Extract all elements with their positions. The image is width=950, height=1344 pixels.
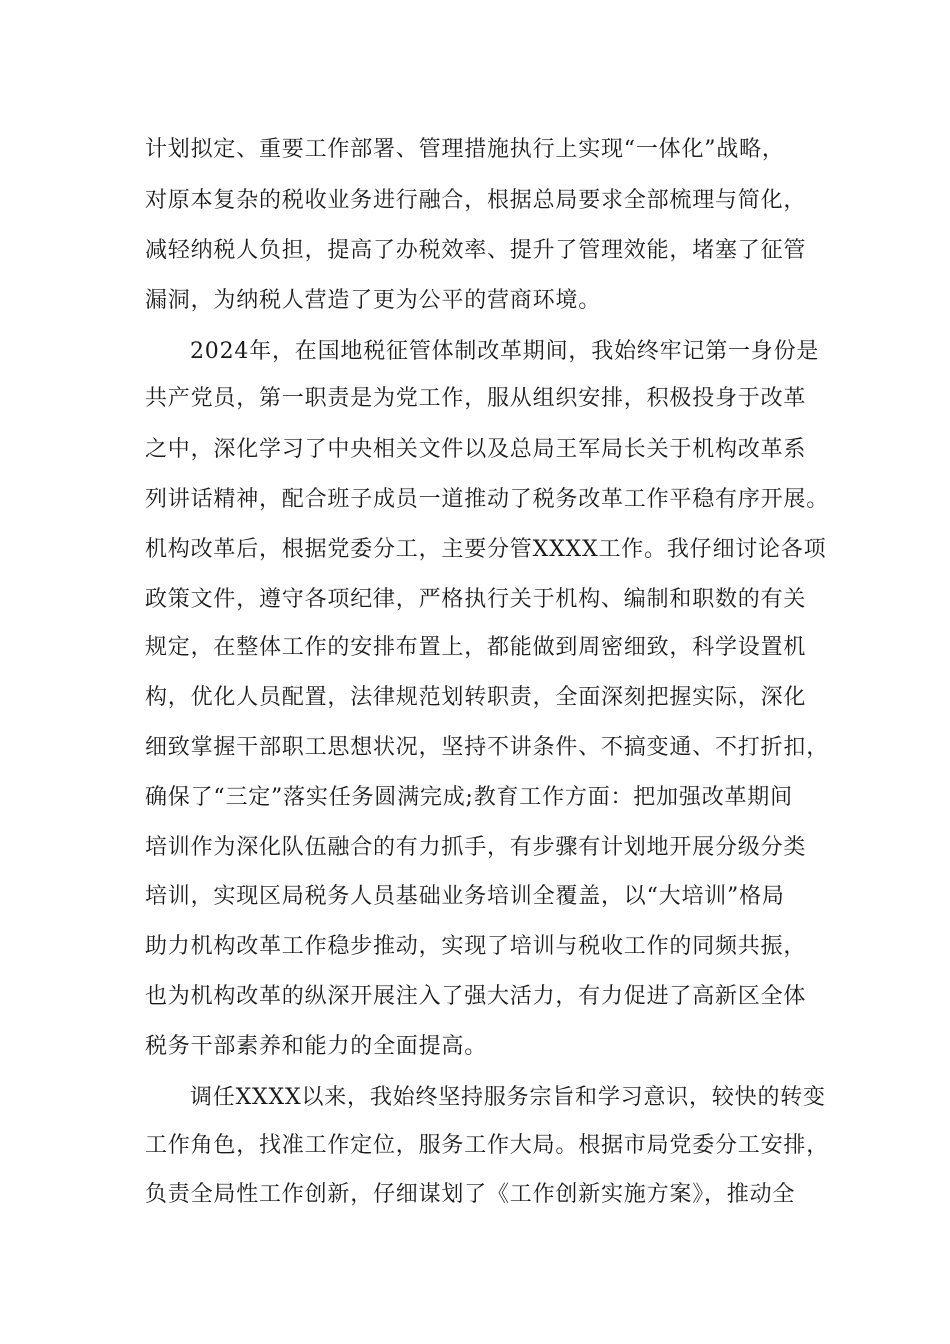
paragraph-line: 计划拟定、重要工作部署、管理措施执行上实现“一体化”战略， xyxy=(145,137,785,162)
paragraph-line: 列讲话精神，配合班子成员一道推动了税务改革工作平稳有序开展。 xyxy=(145,487,830,512)
paragraph-line: 漏洞，为纳税人营造了更为公平的营商环境。 xyxy=(145,288,602,313)
paragraph-line: 调任XXXX以来，我始终坚持服务宗旨和学习意识，较快的转变 xyxy=(190,1085,826,1110)
paragraph-line: 规定，在整体工作的安排布置上，都能做到周密细致，科学设置机 xyxy=(145,635,807,660)
paragraph-line: 工作角色，找准工作定位，服务工作大局。根据市局党委分工安排， xyxy=(145,1133,830,1158)
paragraph-line: 负责全局性工作创新，仔细谋划了《工作创新实施方案》，推动全 xyxy=(145,1182,796,1207)
paragraph-line: 培训作为深化队伍融合的有力抓手，有步骤有计划地开展分级分类 xyxy=(145,835,807,860)
paragraph-line: 政策文件，遵守各项纪律，严格执行关于机构、编制和职数的有关 xyxy=(145,587,807,612)
paragraph-line: 税务干部素养和能力的全面提高。 xyxy=(145,1034,488,1059)
paragraph-line: 也为机构改革的纵深开展注入了强大活力，有力促进了高新区全体 xyxy=(145,984,807,1009)
paragraph-line: 助力机构改革工作稳步推动，实现了培训与税收工作的同频共振， xyxy=(145,934,807,959)
paragraph-line: 确保了“三定”落实任务圆满完成;教育工作方面：把加强改革期间 xyxy=(145,785,793,810)
paragraph-line: 机构改革后，根据党委分工，主要分管XXXX工作。我仔细讨论各项 xyxy=(145,537,827,562)
paragraph-line: 减轻纳税人负担，提高了办税效率、提升了管理效能，堵塞了征管 xyxy=(145,238,807,263)
paragraph-line: 细致掌握干部职工思想状况，坚持不讲条件、不搞变通、不打折扣， xyxy=(145,735,830,760)
paragraph-line: 之中，深化学习了中央相关文件以及总局王军局长关于机构改革系 xyxy=(145,437,807,462)
paragraph-line: 共产党员，第一职责是为党工作，服从组织安排，积极投身于改革 xyxy=(145,386,807,411)
paragraph-line: 构，优化人员配置，法律规范划转职责，全面深刻把握实际，深化 xyxy=(145,685,807,710)
paragraph-line: 对原本复杂的税收业务进行融合，根据总局要求全部梳理与简化， xyxy=(145,188,807,213)
paragraph-line: 培训，实现区局税务人员基础业务培训全覆盖，以“大培训”格局 xyxy=(145,884,785,909)
paragraph-line: 2024年，在国地税征管体制改革期间，我始终牢记第一身份是 xyxy=(190,339,820,364)
